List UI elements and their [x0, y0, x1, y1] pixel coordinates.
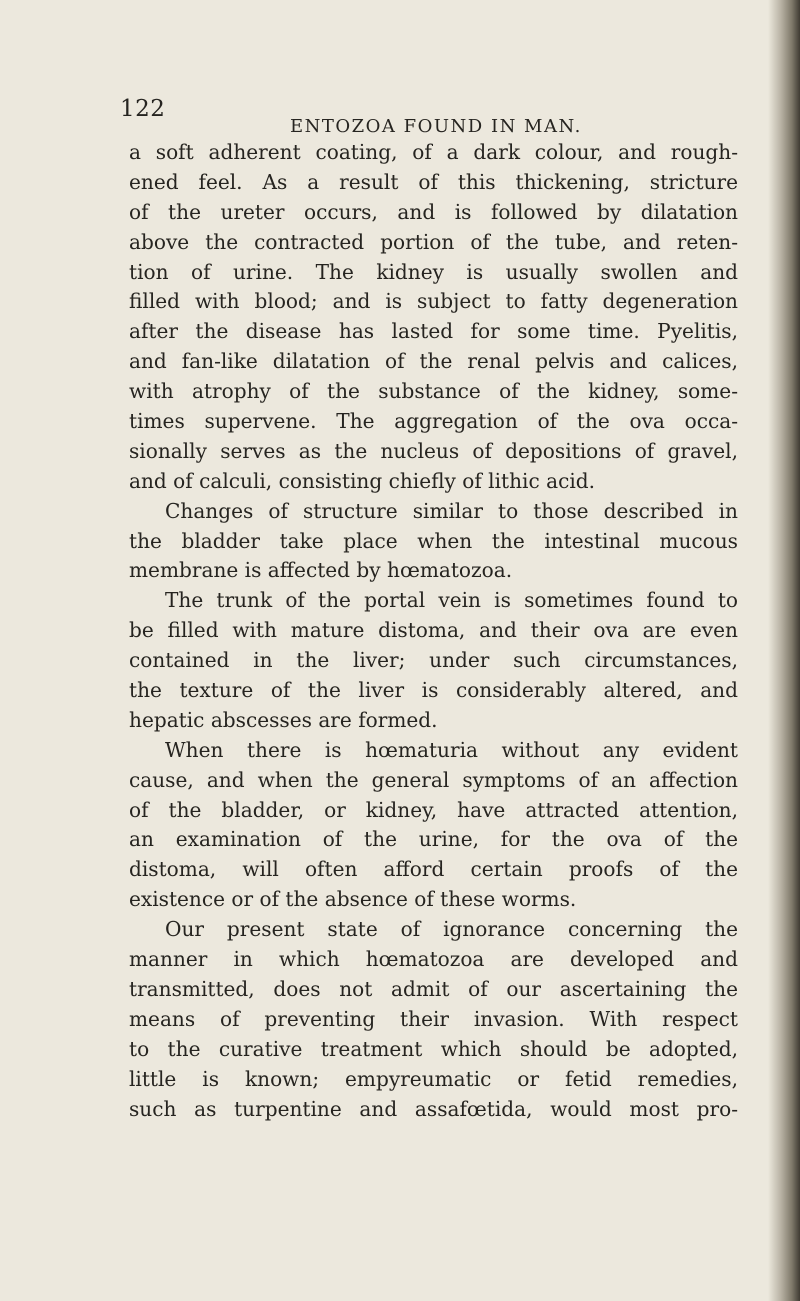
running-head: ENTOZOA FOUND IN MAN.	[290, 116, 582, 137]
text-line: ened feel. As a result of this thickening, stricture	[129, 169, 738, 194]
text-line: tion of urine. The kidney is usually swollen and	[129, 259, 738, 284]
text-line: means of preventing their invasion. With respect	[129, 1006, 738, 1031]
page-header	[120, 96, 740, 136]
text-line: after the disease has lasted for some time. Pyelitis,	[129, 319, 738, 344]
text-line: manner in which hœmatozoa are developed and	[129, 947, 738, 972]
text-line: such as turpentine and assafœtida, would most pro-	[129, 1096, 738, 1121]
text-line: The trunk of the portal vein is sometimes found to	[165, 588, 738, 613]
text-line: cause, and when the general symptoms of an affection	[129, 767, 738, 792]
text-line: filled with blood; and is subject to fatty degeneration	[129, 289, 738, 314]
text-line: Our present state of ignorance concerning the	[165, 917, 738, 942]
text-line: times supervene. The aggregation of the ova occa-	[129, 409, 738, 434]
text-line: the bladder take place when the intestinal mucous	[129, 528, 738, 553]
text-line: be filled with mature distoma, and their ova are even	[129, 618, 738, 643]
text-line: an examination of the urine, for the ova of the	[129, 827, 738, 852]
text-line: the texture of the liver is considerably altered, and	[129, 678, 738, 703]
text-line: of the ureter occurs, and is followed by dilatation	[129, 199, 738, 224]
text-line: to the curative treatment which should be adopted,	[129, 1036, 738, 1061]
page-edge-shadow	[768, 0, 800, 1301]
text-line: with atrophy of the substance of the kidney, some-	[129, 379, 738, 404]
page-number: 122	[120, 96, 166, 122]
text-line: and fan-like dilatation of the renal pelvis and calices,	[129, 349, 738, 374]
text-line: above the contracted portion of the tube, and reten-	[129, 229, 738, 254]
text-line: membrane is affected by hœmatozoa.	[129, 558, 513, 583]
text-line: sionally serves as the nucleus of depositions of gravel,	[129, 438, 738, 463]
text-line: Changes of structure similar to those described in	[165, 498, 738, 523]
text-line: contained in the liver; under such circumstances,	[129, 648, 738, 673]
body-text	[129, 138, 738, 1124]
text-line: When there is hœmaturia without any evident	[165, 737, 738, 762]
text-line: distoma, will often afford certain proofs of the	[129, 857, 738, 882]
text-line: existence or of the absence of these worms.	[129, 887, 577, 912]
text-line: a soft adherent coating, of a dark colour, and rough-	[129, 140, 738, 164]
text-line: hepatic abscesses are formed.	[129, 707, 438, 732]
text-line: of the bladder, or kidney, have attracted attention,	[129, 797, 738, 822]
text-line: little is known; empyreumatic or fetid remedies,	[129, 1066, 738, 1091]
text-line: and of calculi, consisting chiefly of lithic acid.	[129, 468, 596, 493]
text-line: transmitted, does not admit of our ascertaining the	[129, 976, 738, 1001]
